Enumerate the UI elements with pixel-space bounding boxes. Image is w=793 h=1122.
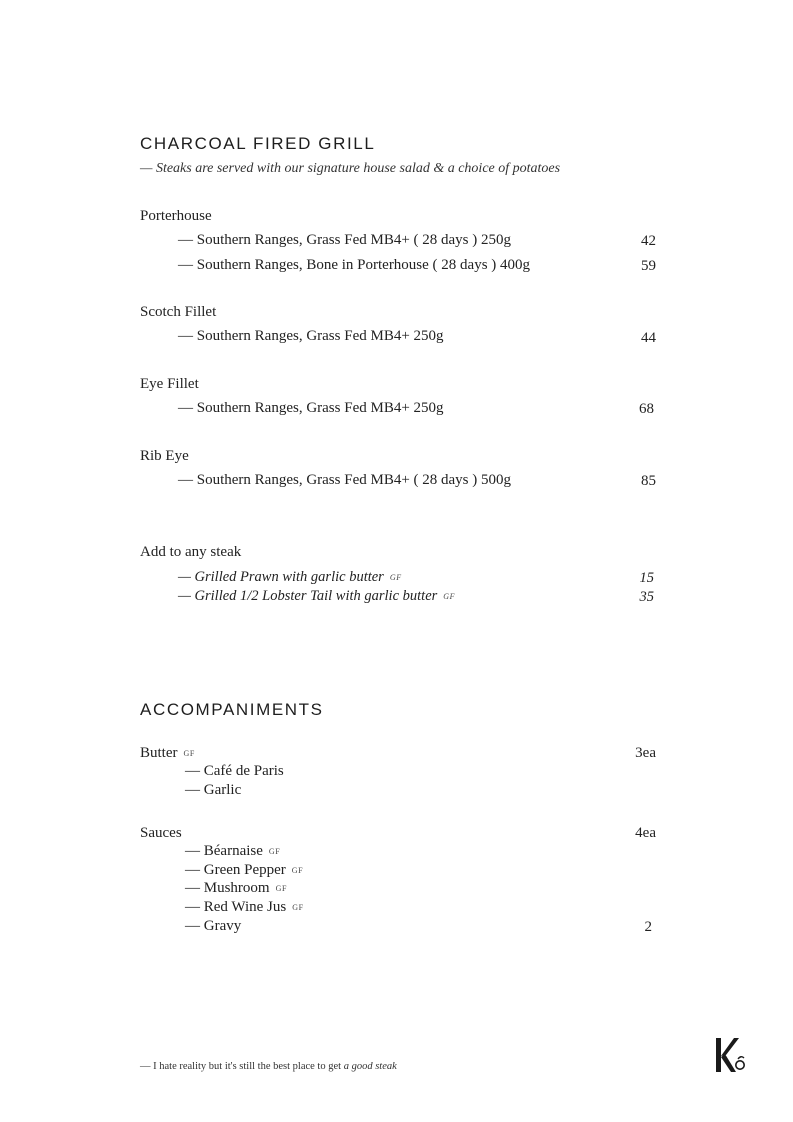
sauce-item-2 [185,862,303,879]
butter-price: 3ea [635,745,656,761]
category-porterhouse: Porterhouse [140,208,212,224]
sauce-item-3-label: — Mushroom [185,880,270,896]
footer-quote [140,1061,397,1072]
addon-price-2: 35 [639,589,654,605]
porterhouse-item-1: — Southern Ranges, Grass Fed MB4+ ( 28 days ) 250g [178,232,512,248]
butter-label: Butter [140,745,178,761]
sauce-item-2-label: — Green Pepper [185,862,286,878]
addon-item-2-label: — Grilled 1/2 Lobster Tail with garlic butter [178,588,438,604]
butter-item-1: — Café de Paris [185,763,284,779]
category-add-ons: Add to any steak [140,544,242,560]
category-sauces: Sauces [140,825,182,841]
ribeye-price-1: 85 [641,473,656,489]
gf-tag: GF [389,573,402,582]
gravy-price: 2 [644,919,652,935]
sauce-item-4-label: — Red Wine Jus [185,899,287,915]
gf-tag: GF [275,884,288,893]
addon-item-1 [178,569,402,586]
grill-heading: CHARCOAL FIRED GRILL [140,134,376,153]
sauce-item-1-label: — Béarnaise [185,843,263,859]
sauce-item-3 [185,880,287,897]
ribeye-item-1: — Southern Ranges, Grass Fed MB4+ ( 28 days ) 500g [178,472,512,488]
addon-price-1: 15 [639,570,654,586]
sauces-price: 4ea [635,825,656,841]
logo [714,1034,748,1076]
addon-item-1-label: — Grilled Prawn with garlic butter [178,569,384,585]
eye-price-1: 68 [639,401,654,417]
gf-tag: GF [443,592,456,601]
scotch-item-1: — Southern Ranges, Grass Fed MB4+ 250g [178,328,444,344]
gf-tag: GF [183,749,195,758]
category-rib-eye: Rib Eye [140,448,189,464]
k-logo-icon [714,1034,748,1076]
eye-item-1: — Southern Ranges, Grass Fed MB4+ 250g [178,400,444,416]
footer-text: — I hate reality but it's still the best place to get [140,1061,344,1072]
gf-tag: GF [292,903,304,912]
category-scotch-fillet: Scotch Fillet [140,304,217,320]
porterhouse-price-2: 59 [641,258,656,274]
gf-tag: GF [268,847,281,856]
sauce-item-5: — Gravy [185,918,242,934]
sauce-item-1 [185,843,280,860]
accompaniments-heading: ACCOMPANIMENTS [140,700,324,719]
addon-item-2 [178,588,455,605]
footer-emphasis: a good steak [343,1061,397,1072]
scotch-price-1: 44 [641,330,656,346]
category-butter [140,745,195,762]
gf-tag: GF [291,866,304,875]
porterhouse-item-2: — Southern Ranges, Bone in Porterhouse ( 28 days ) 400g [178,257,531,273]
porterhouse-price-1: 42 [641,233,656,249]
grill-subtitle: — Steaks are served with our signature house salad & a choice of potatoes [140,161,561,176]
category-eye-fillet: Eye Fillet [140,376,199,392]
sauce-item-4 [185,899,304,916]
butter-item-2: — Garlic [185,782,242,798]
